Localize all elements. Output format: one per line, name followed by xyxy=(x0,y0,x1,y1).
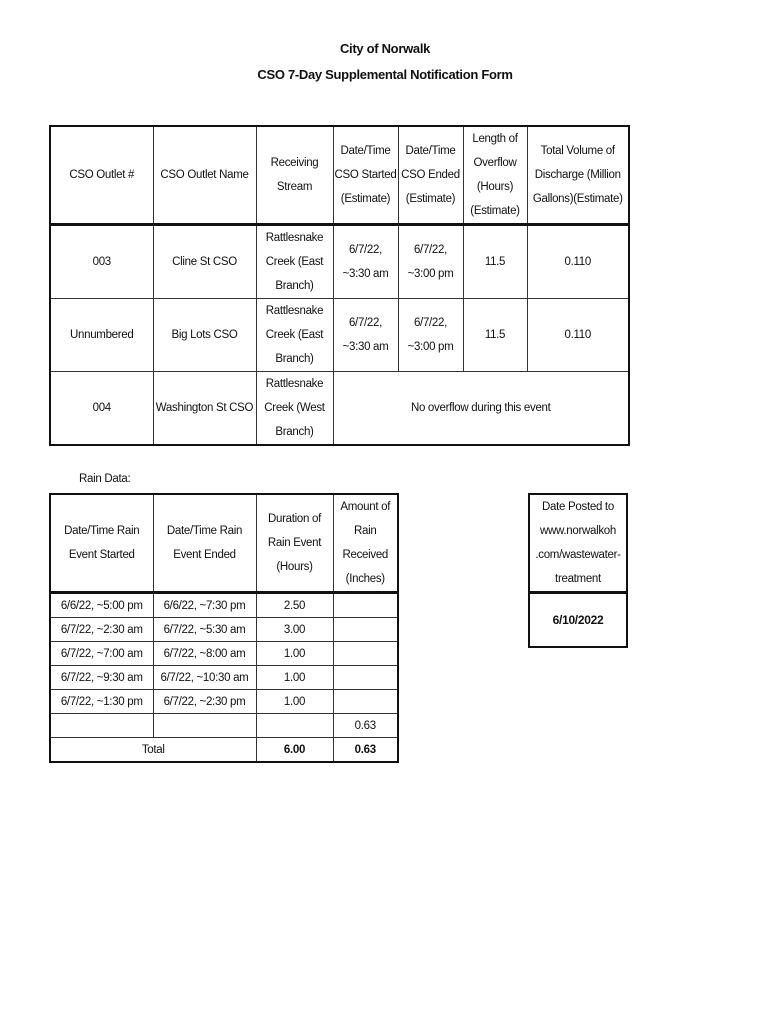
rain-end: 6/7/22, ~5:30 am xyxy=(153,618,256,642)
rain-amount xyxy=(333,642,398,666)
total-amount: 0.63 xyxy=(333,738,398,763)
rain-start: 6/7/22, ~9:30 am xyxy=(50,666,153,690)
rain-duration: 1.00 xyxy=(256,642,333,666)
cso-started: 6/7/22, ~3:30 am xyxy=(333,299,398,372)
cso-header-cell: Total Volume of Discharge (Million Gallons)(Estimate) xyxy=(527,126,629,225)
table-row xyxy=(50,372,629,446)
cso-outlet-number: 003 xyxy=(50,225,153,299)
city-title: City of Norwalk xyxy=(339,41,431,56)
rain-end xyxy=(153,714,256,738)
rain-duration: 1.00 xyxy=(256,666,333,690)
cso-outlet-number: 004 xyxy=(50,372,153,446)
cso-started: 6/7/22, ~3:30 am xyxy=(333,225,398,299)
total-label: Total xyxy=(50,738,256,763)
rain-start: 6/7/22, ~1:30 pm xyxy=(50,690,153,714)
table-row xyxy=(50,642,398,666)
date-posted-label: Date Posted to www.norwalkoh .com/wastewater-treatment xyxy=(529,494,627,593)
table-row xyxy=(50,299,629,372)
overflow-length: 11.5 xyxy=(463,225,527,299)
rain-data-label: Rain Data: xyxy=(79,473,131,485)
rain-duration: 3.00 xyxy=(256,618,333,642)
cso-header-cell: Date/Time CSO Started (Estimate) xyxy=(333,126,398,225)
table-row xyxy=(50,593,398,618)
rain-amount xyxy=(333,666,398,690)
table-row xyxy=(50,618,398,642)
rain-amount xyxy=(333,618,398,642)
cso-outlet-name: Big Lots CSO xyxy=(153,299,256,372)
rain-header-cell: Duration of Rain Event (Hours) xyxy=(256,494,333,593)
overflow-length: 11.5 xyxy=(463,299,527,372)
cso-header-cell: Length of Overflow (Hours) (Estimate) xyxy=(463,126,527,225)
cso-header-cell: CSO Outlet # xyxy=(50,126,153,225)
rain-end: 6/7/22, ~8:00 am xyxy=(153,642,256,666)
rain-amount xyxy=(333,690,398,714)
rain-header-cell: Amount of Rain Received (Inches) xyxy=(333,494,398,593)
table-row xyxy=(50,225,629,299)
rain-header-row xyxy=(50,494,398,593)
rain-table xyxy=(49,493,399,763)
date-posted-box xyxy=(528,493,628,648)
rain-start: 6/7/22, ~2:30 am xyxy=(50,618,153,642)
rain-end: 6/6/22, ~7:30 pm xyxy=(153,593,256,618)
date-posted-value: 6/10/2022 xyxy=(552,613,604,627)
rain-duration xyxy=(256,714,333,738)
cso-outlet-number: Unnumbered xyxy=(50,299,153,372)
total-row xyxy=(50,738,398,763)
total-duration: 6.00 xyxy=(256,738,333,763)
rain-amount xyxy=(333,593,398,618)
rain-header-cell: Date/Time Rain Event Started xyxy=(50,494,153,593)
cso-header-row xyxy=(50,126,629,225)
cso-header-cell: Receiving Stream xyxy=(256,126,333,225)
receiving-stream: Rattlesnake Creek (East Branch) xyxy=(256,225,333,299)
cso-header-cell: CSO Outlet Name xyxy=(153,126,256,225)
cso-header-cell: Date/Time CSO Ended (Estimate) xyxy=(398,126,463,225)
form-title: CSO 7-Day Supplemental Notification Form xyxy=(257,67,513,82)
rain-start: 6/6/22, ~5:00 pm xyxy=(50,593,153,618)
table-row xyxy=(50,714,398,738)
rain-start: 6/7/22, ~7:00 am xyxy=(50,642,153,666)
no-overflow-note: No overflow during this event xyxy=(333,372,629,446)
rain-duration: 2.50 xyxy=(256,593,333,618)
receiving-stream: Rattlesnake Creek (West Branch) xyxy=(256,372,333,446)
rain-end: 6/7/22, ~2:30 pm xyxy=(153,690,256,714)
cso-ended: 6/7/22, ~3:00 pm xyxy=(398,225,463,299)
cso-table xyxy=(49,125,630,446)
discharge-volume: 0.110 xyxy=(527,225,629,299)
rain-amount: 0.63 xyxy=(333,714,398,738)
rain-duration: 1.00 xyxy=(256,690,333,714)
receiving-stream: Rattlesnake Creek (East Branch) xyxy=(256,299,333,372)
table-row xyxy=(50,666,398,690)
cso-outlet-name: Washington St CSO xyxy=(153,372,256,446)
table-row xyxy=(50,690,398,714)
cso-ended: 6/7/22, ~3:00 pm xyxy=(398,299,463,372)
rain-start xyxy=(50,714,153,738)
rain-header-cell: Date/Time Rain Event Ended xyxy=(153,494,256,593)
cso-outlet-name: Cline St CSO xyxy=(153,225,256,299)
rain-end: 6/7/22, ~10:30 am xyxy=(153,666,256,690)
discharge-volume: 0.110 xyxy=(527,299,629,372)
